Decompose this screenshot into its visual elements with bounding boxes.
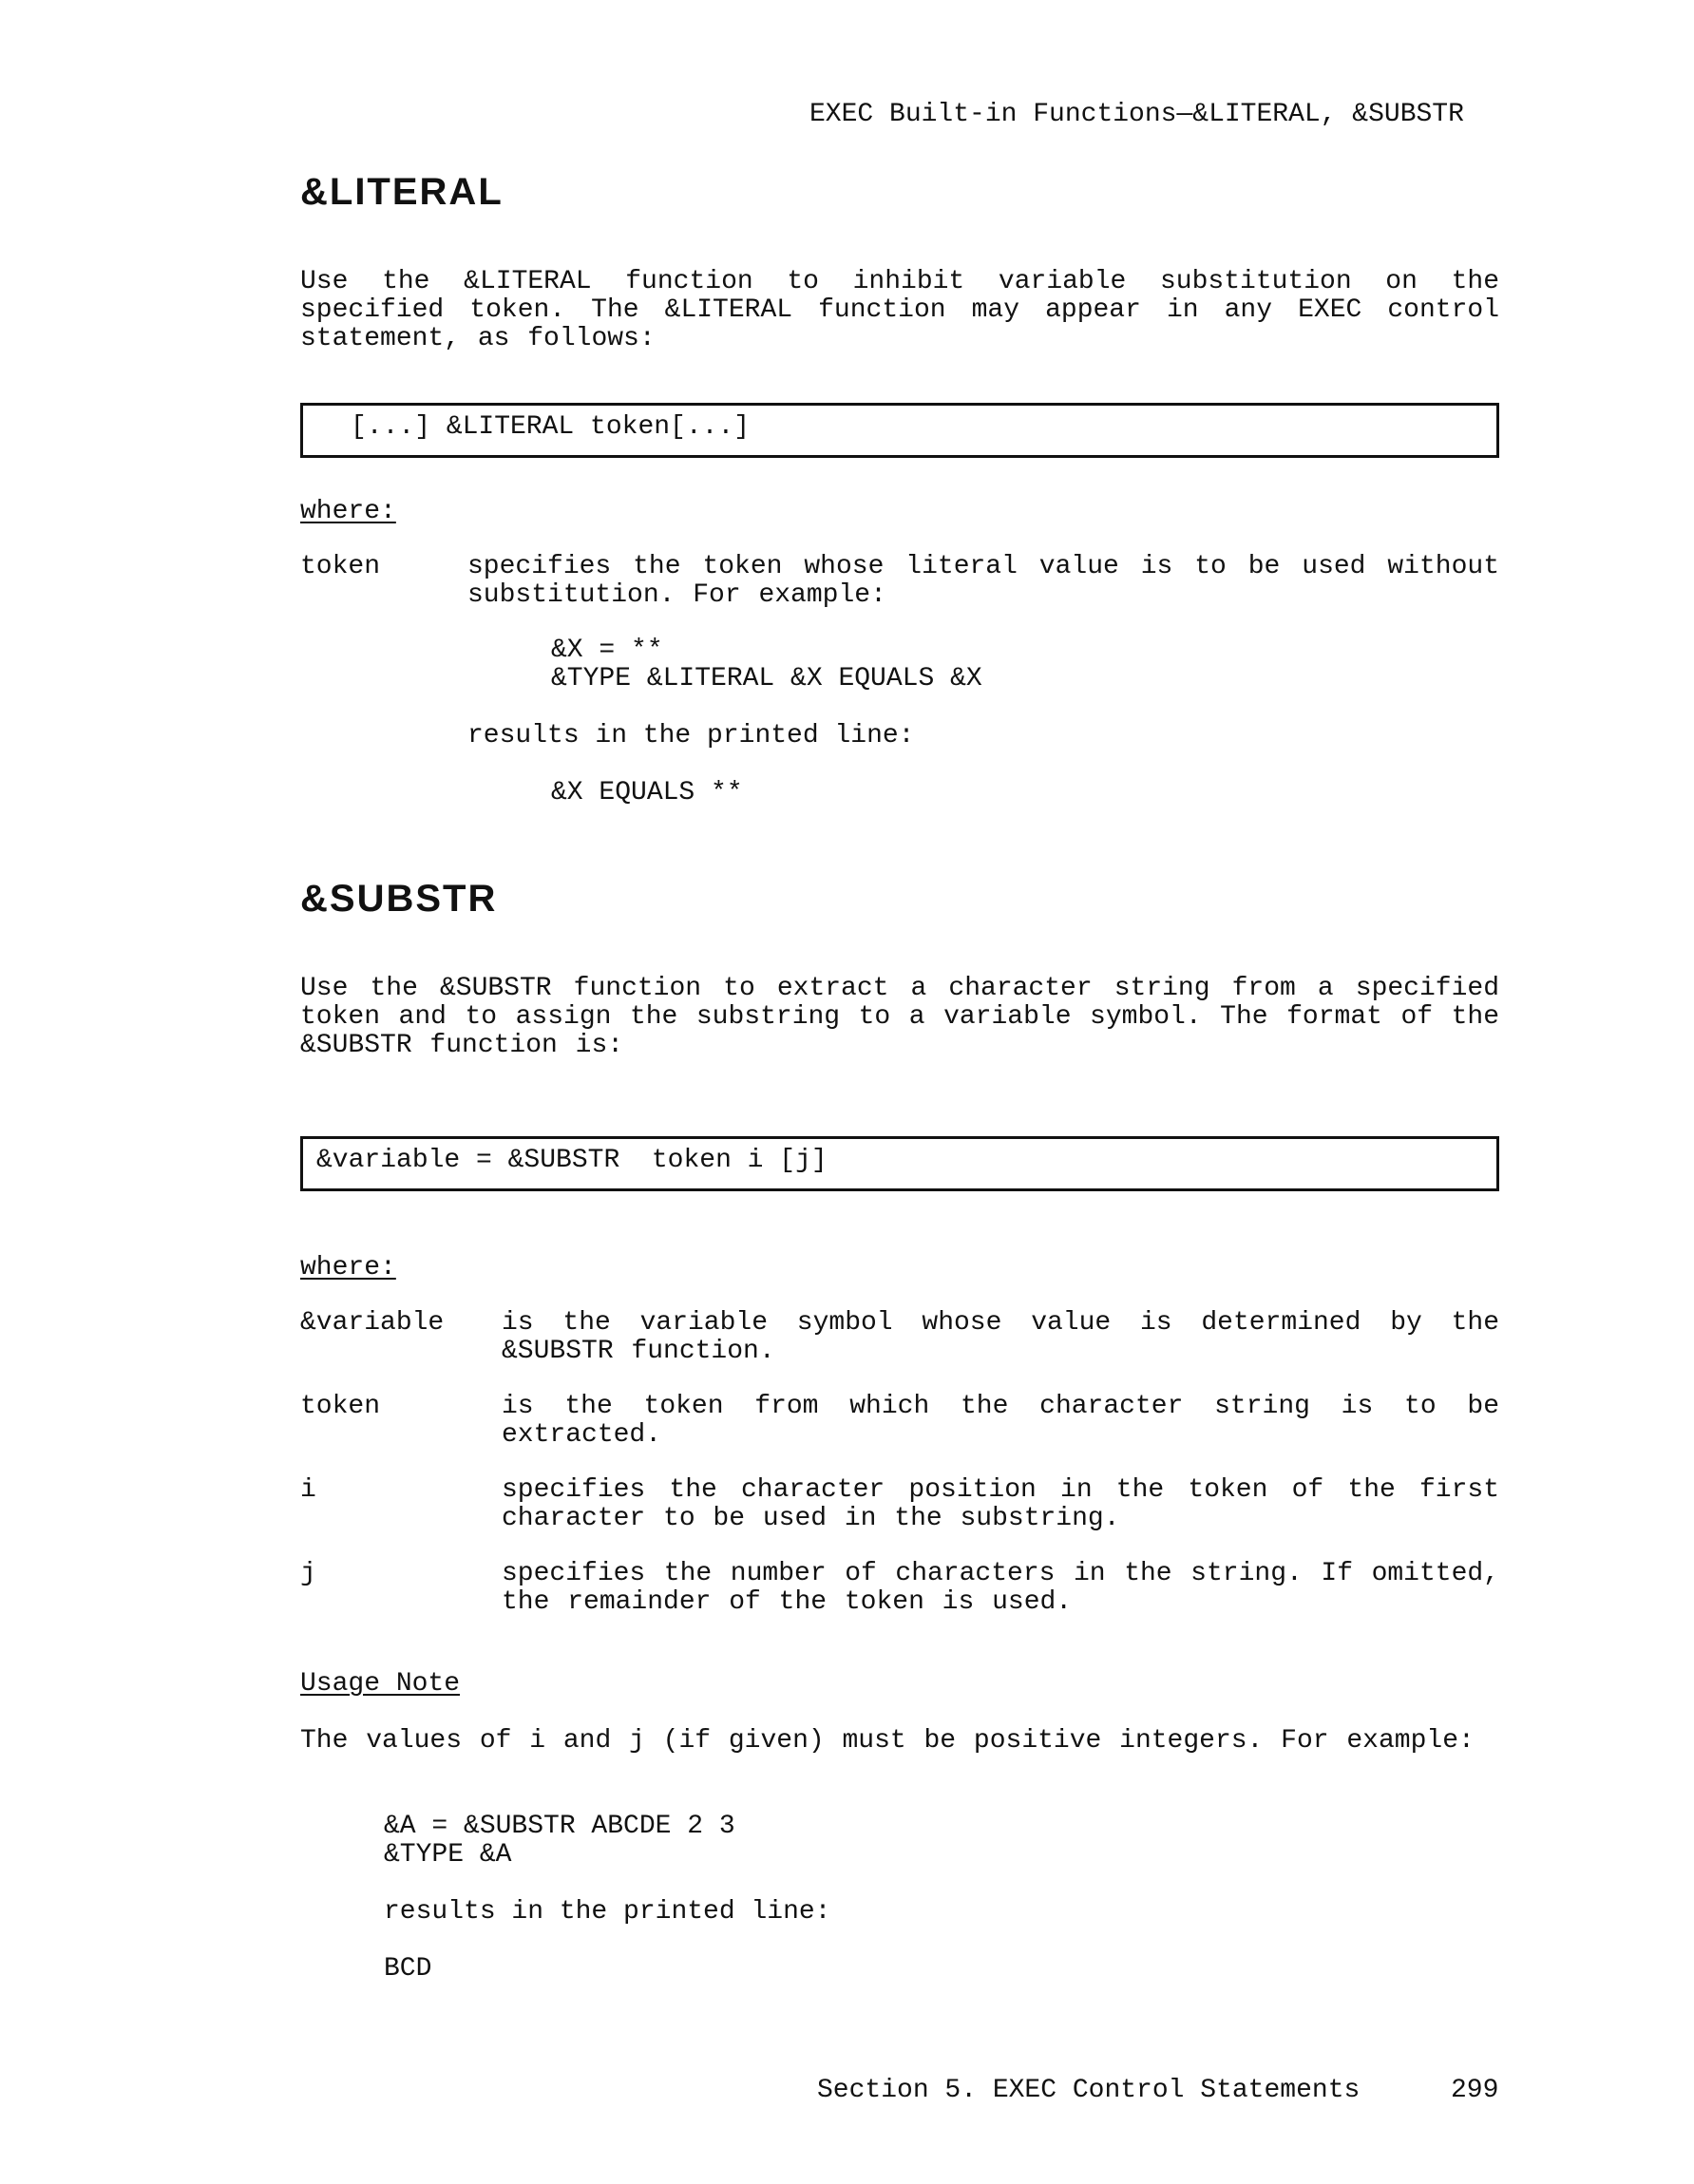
literal-term-definition: specifies the token whose literal value is to be used without substitution. For example: bbox=[467, 552, 1499, 610]
literal-syntax: [...] &LITERAL token[...] bbox=[351, 412, 751, 442]
page-number: 299 bbox=[1451, 2076, 1499, 2105]
param-term-variable: &variable bbox=[300, 1308, 445, 1338]
param-term-token: token bbox=[300, 1392, 381, 1421]
param-definition-variable: is the variable symbol whose value is determined by the &SUBSTR function. bbox=[502, 1308, 1499, 1366]
substr-example-line-1: &A = &SUBSTR ABCDE 2 3 bbox=[384, 1812, 735, 1841]
substr-where-label: where: bbox=[300, 1253, 396, 1282]
substr-results-text: results in the printed line: bbox=[384, 1897, 831, 1927]
literal-example-line-2: &TYPE &LITERAL &X EQUALS &X bbox=[551, 664, 982, 693]
param-term-i: i bbox=[300, 1475, 316, 1505]
substr-intro: Use the &SUBSTR function to extract a character string from a specified token and to assign the substring to a variable symbol. The format of the &SUBSTR function is: bbox=[300, 974, 1499, 1060]
literal-example-line-1: &X = ** bbox=[551, 636, 663, 665]
substr-example-line-2: &TYPE &A bbox=[384, 1840, 512, 1870]
literal-term-token: token bbox=[300, 552, 381, 581]
substr-heading: &SUBSTR bbox=[300, 878, 498, 920]
substr-syntax-box bbox=[300, 1136, 1499, 1191]
literal-where-label: where: bbox=[300, 497, 396, 526]
usage-note-text: The values of i and j (if given) must be positive integers. For example: bbox=[300, 1726, 1475, 1756]
running-header: EXEC Built-in Functions—&LITERAL, &SUBSTR bbox=[809, 100, 1464, 129]
param-term-j: j bbox=[300, 1559, 316, 1588]
literal-results-text: results in the printed line: bbox=[467, 721, 915, 750]
footer-section: Section 5. EXEC Control Statements bbox=[817, 2076, 1361, 2105]
substr-result-line: BCD bbox=[384, 1954, 432, 1984]
param-definition-token: is the token from which the character string is to be extracted. bbox=[502, 1392, 1499, 1450]
literal-result-line: &X EQUALS ** bbox=[551, 778, 743, 807]
param-definition-j: specifies the number of characters in the string. If omitted, the remainder of the token is used. bbox=[502, 1559, 1499, 1617]
param-definition-i: specifies the character position in the token of the first character to be used in the substring. bbox=[502, 1475, 1499, 1533]
substr-syntax: &variable = &SUBSTR token i [j] bbox=[316, 1146, 828, 1175]
literal-intro: Use the &LITERAL function to inhibit variable substitution on the specified token. The &LITERAL function may appear in any EXEC control statement, as follows: bbox=[300, 267, 1499, 353]
literal-heading: &LITERAL bbox=[300, 171, 504, 213]
usage-note-label: Usage Note bbox=[300, 1669, 461, 1699]
literal-syntax-box bbox=[300, 403, 1499, 458]
